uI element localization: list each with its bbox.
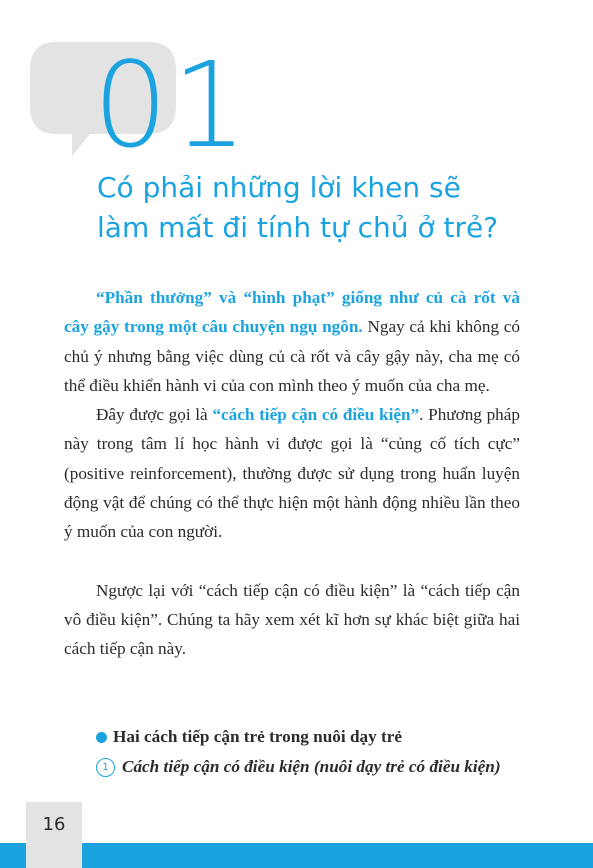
chapter-title — [97, 168, 567, 248]
paragraph-2-before: Đây được gọi là — [96, 405, 213, 425]
page-number-box — [26, 802, 82, 868]
chapter-title-line-1: Có phải những lời khen sẽ — [97, 171, 461, 204]
section-heading-text: Hai cách tiếp cận trẻ trong nuôi dạy trẻ — [113, 727, 402, 746]
section-heading — [96, 724, 402, 750]
paragraph-1 — [64, 283, 520, 400]
paragraph-1-text: Ngay cả khi không có chủ ý nhưng bằng việc dùng củ cà rốt và cây gậy này, cha mẹ có thể điều khiển hành vi của con mình theo ý muốn của cha mẹ. — [64, 317, 521, 395]
footer-bar — [0, 843, 593, 868]
subsection-heading — [96, 754, 501, 780]
paragraph-2 — [64, 400, 520, 546]
chapter-title-line-2: làm mất đi tính tự chủ ở trẻ? — [97, 211, 499, 244]
paragraph-2-highlight: “cách tiếp cận có điều kiện” — [212, 405, 420, 425]
subsection-heading-text: Cách tiếp cận có điều kiện (nuôi dạy trẻ có điều kiện) — [122, 757, 501, 776]
circled-number-icon: 1 — [96, 758, 115, 777]
paragraph-1-highlight: “Phần thưởng” và “hình phạt” giống như củ cà rốt và cây gậy trong một câu chuyện ngụ ngôn. — [64, 288, 520, 337]
paragraph-2-after: . Phương pháp này trong tâm lí học hành vi được gọi là “củng cố tích cực” (positive reinforcement), thường được sử dụng trong huấn luyện động vật để chúng có thể thực hiện một hành động nhiều lần theo ý muốn của con người. — [64, 405, 520, 542]
chapter-number: 01 — [93, 36, 252, 174]
page-number: 16 — [42, 814, 66, 835]
paragraph-3 — [64, 576, 520, 664]
paragraph-3-text: Ngược lại với “cách tiếp cận có điều kiện” là “cách tiếp cận vô điều kiện”. Chúng ta hãy xem xét kĩ hơn sự khác biệt giữa hai cách tiếp cận này. — [64, 580, 520, 659]
body-text — [64, 283, 520, 664]
bullet-dot-icon — [96, 732, 107, 743]
